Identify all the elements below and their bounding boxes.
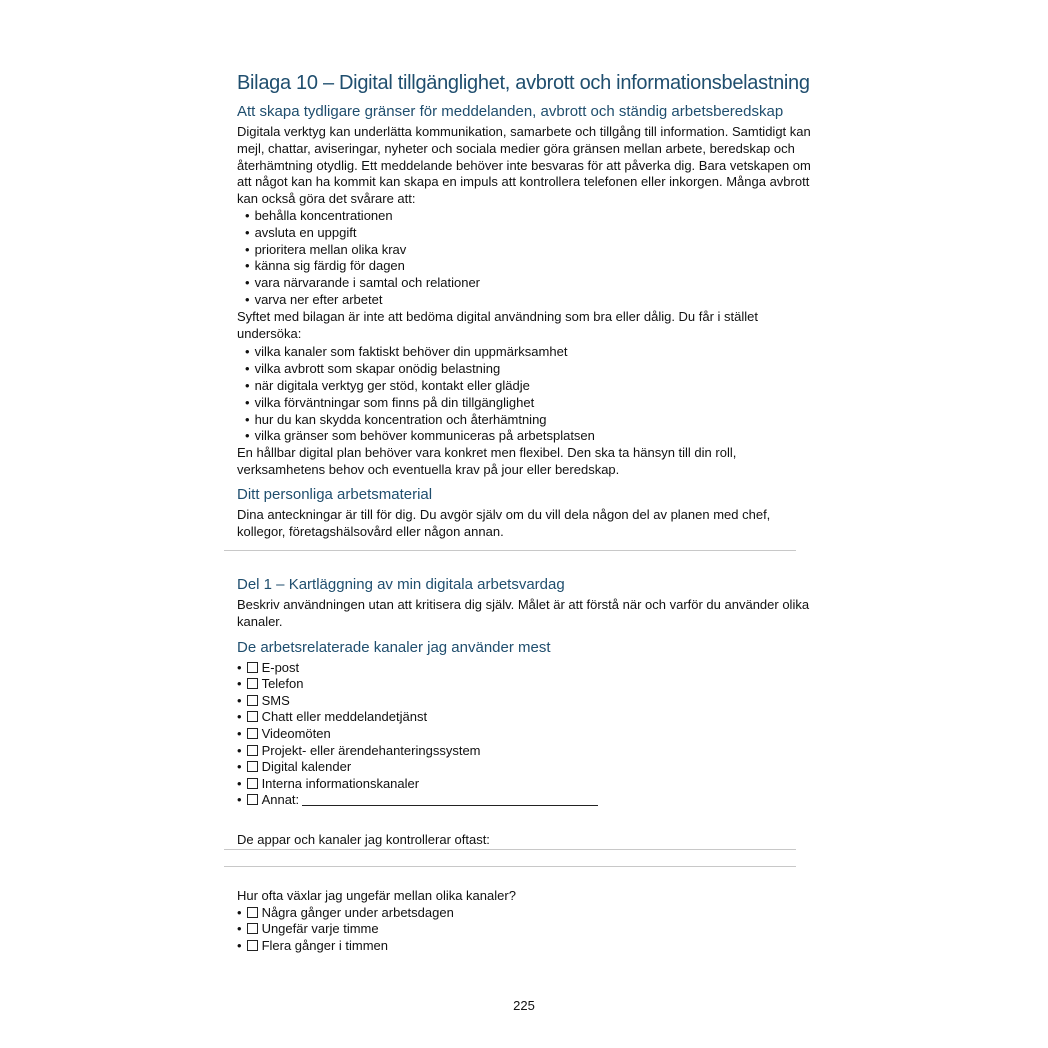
checkbox[interactable] — [247, 711, 258, 722]
part1-section — [237, 575, 817, 809]
checkbox[interactable] — [247, 662, 258, 673]
personal-heading: Ditt personliga arbetsmaterial — [237, 485, 433, 503]
checkbox-item[interactable]: • Projekt- eller ärendehanteringssystem — [237, 743, 817, 760]
checkbox-item[interactable]: • Digital kalender — [237, 759, 817, 776]
channels-heading: De arbetsrelaterade kanaler jag använder mest — [237, 638, 551, 656]
checkbox[interactable] — [247, 761, 258, 772]
checkbox-item[interactable]: • Flera gånger i timmen — [237, 938, 817, 955]
subtitle: Att skapa tydligare gränser för meddelanden, avbrott och ständig arbetsberedskap — [237, 103, 784, 120]
part1-paragraph: Beskriv användningen utan att kritisera dig själv. Målet är att förstå när och varför du använder olika kanaler. — [237, 597, 810, 629]
list-item: • vilka förväntningar som finns på din tillgänglighet — [245, 395, 817, 412]
divider — [224, 550, 796, 551]
checkbox-item-other[interactable]: • Annat: — [237, 792, 817, 809]
list-item: • prioritera mellan olika krav — [245, 242, 817, 259]
channels-checklist — [237, 660, 817, 809]
list-item: • behålla koncentrationen — [245, 208, 817, 225]
list-item: • hur du kan skydda koncentration och återhämtning — [245, 412, 817, 429]
checkbox[interactable] — [247, 745, 258, 756]
list-item: • vara närvarande i samtal och relationer — [245, 275, 817, 292]
checkbox[interactable] — [247, 728, 258, 739]
list-item: • när digitala verktyg ger stöd, kontakt eller glädje — [245, 378, 817, 395]
checkbox-item[interactable]: • Interna informationskanaler — [237, 776, 817, 793]
checkbox-item[interactable]: • Videomöten — [237, 726, 817, 743]
personal-paragraph: Dina anteckningar är till för dig. Du avgör själv om du vill dela någon del av planen med chef, kollegor, företagshälsovård eller någon annan. — [237, 506, 771, 539]
checkbox-item[interactable]: • E-post — [237, 660, 817, 677]
checkbox-item[interactable]: • Telefon — [237, 676, 817, 693]
checkbox-item[interactable]: • Några gånger under arbetsdagen — [237, 905, 817, 922]
checkbox[interactable] — [247, 678, 258, 689]
purpose-paragraph: Syftet med bilagan är inte att bedöma digital användning som bra eller dålig. Du får i stället undersöka: — [237, 308, 759, 341]
switch-section — [237, 888, 817, 955]
list-item: • känna sig färdig för dagen — [245, 258, 817, 275]
checkbox[interactable] — [247, 923, 258, 934]
checkbox[interactable] — [247, 794, 258, 805]
list-item: • vilka gränser som behöver kommuniceras på arbetsplatsen — [245, 428, 817, 445]
checkbox-item[interactable]: • Chatt eller meddelandetjänst — [237, 709, 817, 726]
list-item: • vilka kanaler som faktiskt behöver din uppmärksamhet — [245, 344, 817, 361]
switch-question: Hur ofta växlar jag ungefär mellan olika kanaler? — [237, 888, 516, 903]
list-item: • avsluta en uppgift — [245, 225, 817, 242]
part1-heading: Del 1 – Kartläggning av min digitala arbetsvardag — [237, 576, 565, 593]
checkbox-item[interactable]: • SMS — [237, 693, 817, 710]
answer-line[interactable] — [224, 849, 796, 850]
checkbox[interactable] — [247, 778, 258, 789]
page-number: 225 — [513, 998, 535, 1013]
harder-list — [237, 208, 817, 309]
explore-list — [237, 344, 817, 445]
list-item: • vilka avbrott som skapar onödig belastning — [245, 361, 817, 378]
intro-paragraph: Digitala verktyg kan underlätta kommunikation, samarbete och tillgång till information. Samtidigt kan mejl, chattar, aviseringar, nyheter och sociala medier göra gränsen mellan arbete, beredskap och återhämtning otydlig. Ett meddelande behöver inte besvaras för att påverka dig. Bara vetskapen om att något kan ha kommit kan skapa en impuls att kontrollera telefonen eller inkorgen. Många avbrott kan också göra det svårare att: — [237, 124, 811, 207]
page-title: Bilaga 10 – Digital tillgänglighet, avbrott och informationsbelastning — [237, 72, 810, 94]
answer-line[interactable] — [224, 866, 796, 867]
check-apps-label: De appar och kanaler jag kontrollerar oftast: — [237, 832, 490, 847]
checkbox[interactable] — [247, 695, 258, 706]
checkbox[interactable] — [247, 907, 258, 918]
checkbox-item[interactable]: • Ungefär varje timme — [237, 921, 817, 938]
switch-checklist — [237, 905, 817, 955]
checkbox[interactable] — [247, 940, 258, 951]
list-item: • varva ner efter arbetet — [245, 292, 817, 309]
plan-paragraph: En hållbar digital plan behöver vara konkret men flexibel. Den ska ta hänsyn till din roll, verksamhetens behov och eventuella krav på jour eller beredskap. — [237, 445, 737, 477]
other-blank-line[interactable] — [302, 794, 598, 806]
page-content — [237, 70, 817, 540]
